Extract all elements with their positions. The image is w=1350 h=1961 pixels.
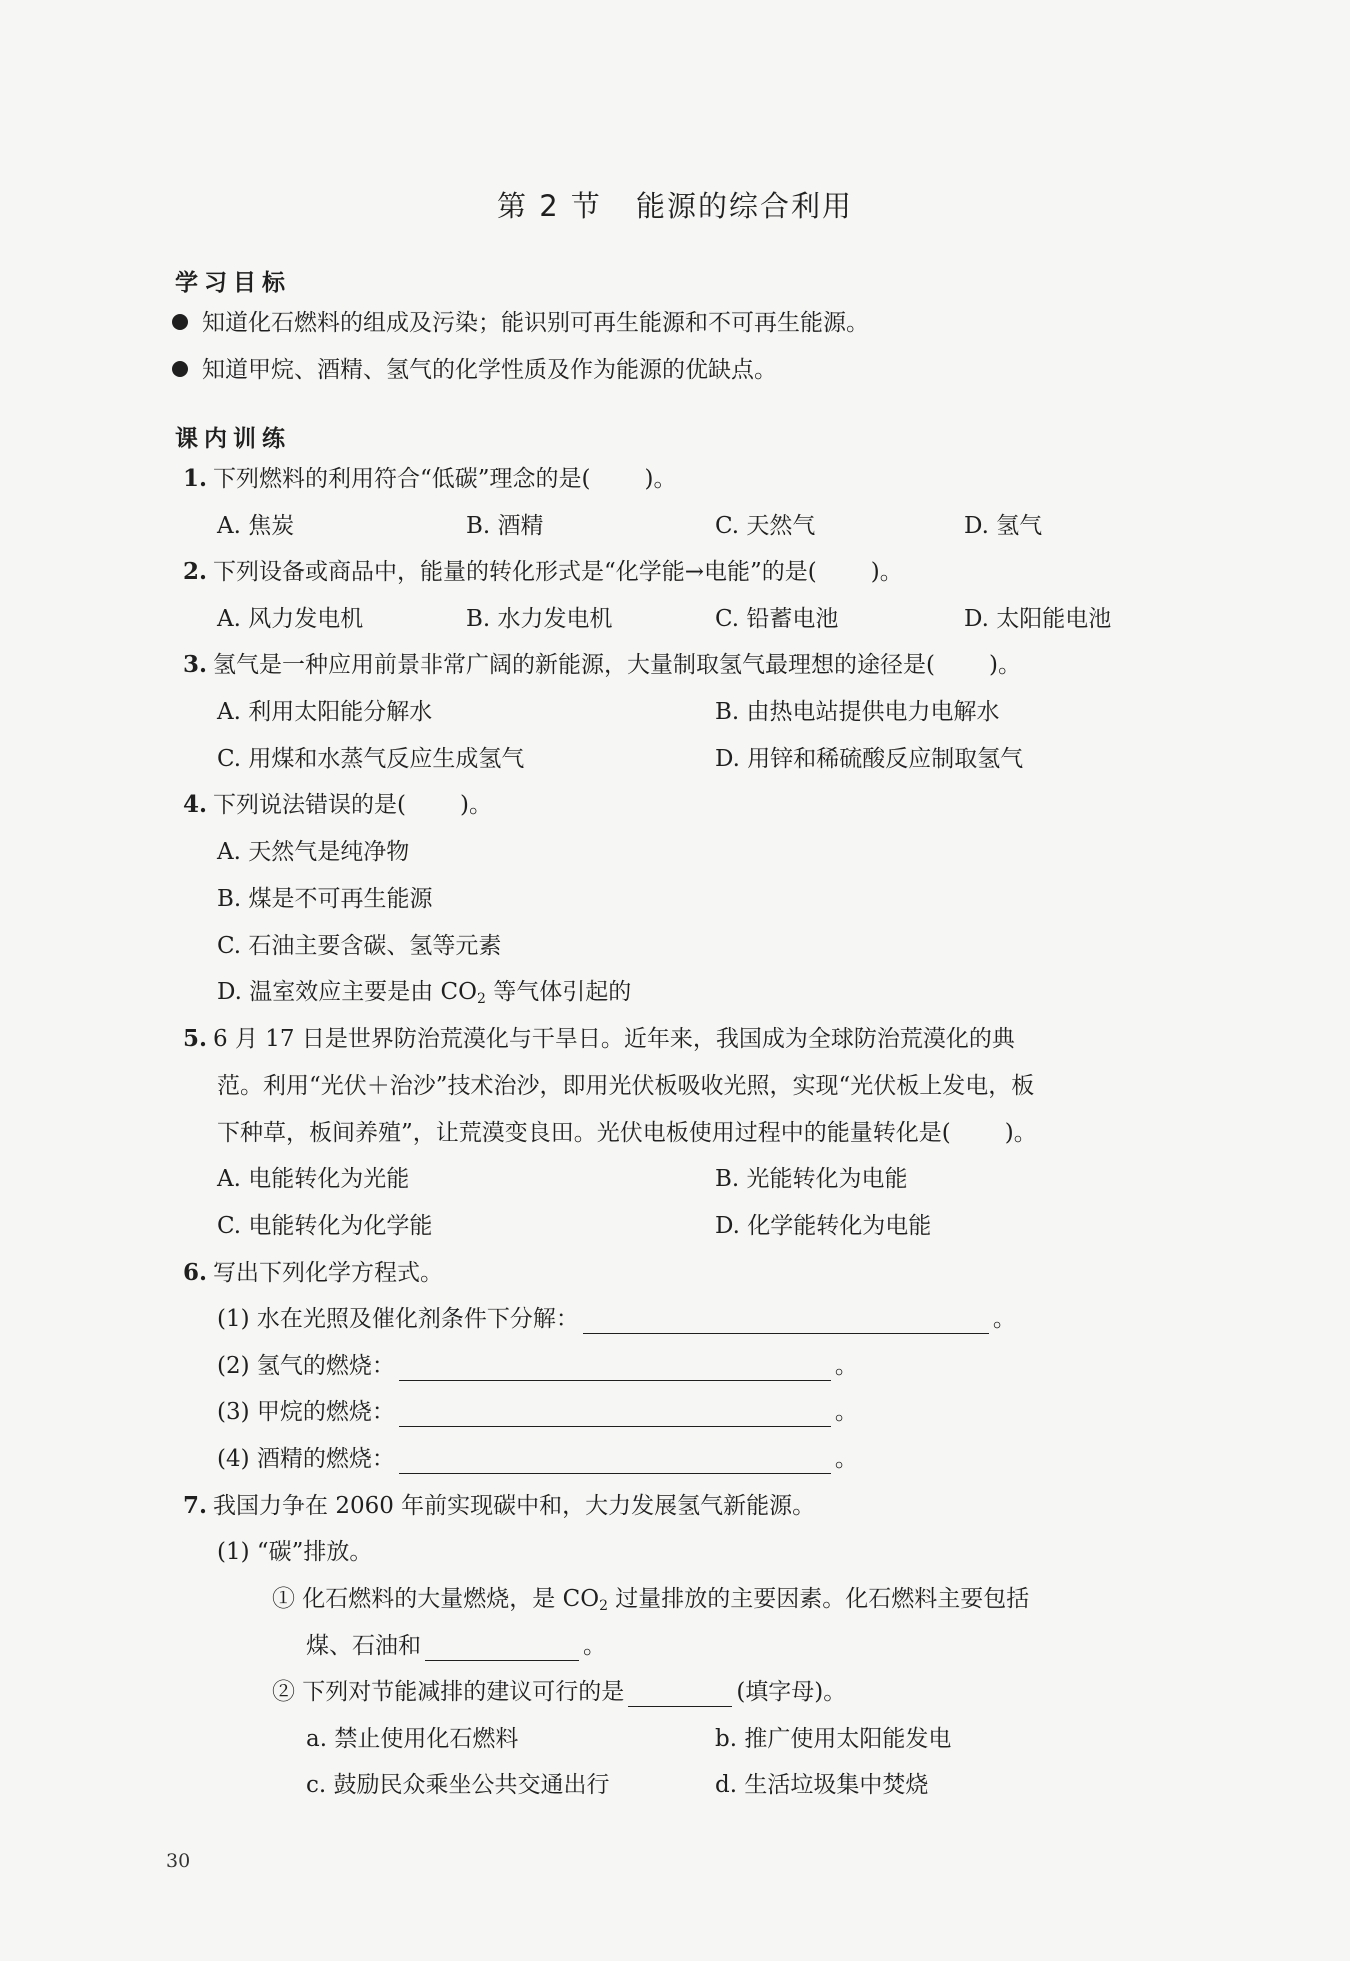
q1-option: A. 焦炭	[217, 513, 295, 539]
question-5-line: 范。利用“光伏＋治沙”技术治沙，即用光伏板吸收光照，实现“光伏板上发电，板	[217, 1073, 1035, 1099]
q4-option: D. 温室效应主要是由 CO2 等气体引起的	[217, 979, 632, 1007]
q4-option: A. 天然气是纯净物	[217, 839, 410, 865]
q2-option: B. 水力发电机	[466, 606, 613, 632]
question-1: 1. 下列燃料的利用符合“低碳”理念的是( )。	[183, 465, 677, 492]
q2-option: A. 风力发电机	[217, 606, 364, 632]
q6-part: (4) 酒精的燃烧： 。	[217, 1446, 858, 1472]
answer-line[interactable]	[399, 1358, 831, 1381]
answer-line[interactable]	[399, 1404, 831, 1427]
question-5-line: 下种草，板间养殖”，让荒漠变良田。光伏电板使用过程中的能量转化是( )。	[217, 1120, 1037, 1146]
question-4: 4. 下列说法错误的是( )。	[183, 791, 492, 818]
q5-option: C. 电能转化为化学能	[217, 1213, 433, 1239]
q7-item-2: ② 下列对节能减排的建议可行的是 (填字母)。	[272, 1679, 847, 1705]
bullet-icon	[172, 361, 188, 377]
question-3: 3. 氢气是一种应用前景非常广阔的新能源，大量制取氢气最理想的途径是( )。	[183, 651, 1021, 678]
page-number: 30	[166, 1850, 191, 1872]
q3-option: C. 用煤和水蒸气反应生成氢气	[217, 746, 525, 772]
q1-option: B. 酒精	[466, 513, 544, 539]
practice-heading: 课内训练	[175, 426, 291, 452]
q3-option: D. 用锌和稀硫酸反应制取氢气	[715, 746, 1024, 772]
q2-option: D. 太阳能电池	[964, 606, 1112, 632]
q3-option: A. 利用太阳能分解水	[217, 699, 433, 725]
q7-option: a. 禁止使用化石燃料	[306, 1726, 519, 1752]
q6-part: (3) 甲烷的燃烧： 。	[217, 1399, 858, 1425]
q7-option: d. 生活垃圾集中焚烧	[715, 1772, 929, 1798]
q6-part: (1) 水在光照及催化剂条件下分解： 。	[217, 1306, 1016, 1332]
q3-option: B. 由热电站提供电力电解水	[715, 699, 1000, 725]
question-2: 2. 下列设备或商品中，能量的转化形式是“化学能→电能”的是( )。	[183, 558, 903, 585]
q7-option: c. 鼓励民众乘坐公共交通出行	[306, 1772, 610, 1798]
question-7: 7. 我国力争在 2060 年前实现碳中和，大力发展氢气新能源。	[183, 1492, 816, 1519]
answer-line[interactable]	[583, 1311, 989, 1334]
q7-item-1: ① 化石燃料的大量燃烧，是 CO2 过量排放的主要因素。化石燃料主要包括	[272, 1586, 1030, 1614]
answer-line[interactable]	[399, 1451, 831, 1474]
answer-line[interactable]	[425, 1638, 579, 1661]
q4-option: B. 煤是不可再生能源	[217, 886, 433, 912]
answer-line[interactable]	[628, 1684, 732, 1707]
q5-option: B. 光能转化为电能	[715, 1166, 908, 1192]
q1-option: C. 天然气	[715, 513, 816, 539]
q5-option: D. 化学能转化为电能	[715, 1213, 932, 1239]
q6-part: (2) 氢气的燃烧： 。	[217, 1353, 858, 1379]
q1-option: D. 氢气	[964, 513, 1043, 539]
bullet-icon	[172, 314, 188, 330]
q7-part-1: (1) “碳”排放。	[217, 1539, 373, 1565]
section-number: 第 2 节	[497, 189, 602, 223]
q7-option: b. 推广使用太阳能发电	[715, 1726, 952, 1752]
q4-option: C. 石油主要含碳、氢等元素	[217, 933, 502, 959]
section-title: 能源的综合利用	[635, 189, 853, 223]
question-5: 5. 6 月 17 日是世界防治荒漠化与干旱日。近年来，我国成为全球防治荒漠化的典	[183, 1025, 1015, 1052]
question-6: 6. 写出下列化学方程式。	[183, 1259, 444, 1286]
objective-item: 知道甲烷、酒精、氢气的化学性质及作为能源的优缺点。	[172, 355, 777, 385]
q2-option: C. 铅蓄电池	[715, 606, 839, 632]
objectives-heading: 学习目标	[175, 270, 291, 296]
q5-option: A. 电能转化为光能	[217, 1166, 410, 1192]
q7-item-1-line2: 煤、石油和 。	[306, 1633, 606, 1659]
objective-item: 知道化石燃料的组成及污染；能识别可再生能源和不可再生能源。	[172, 308, 869, 338]
page-title	[0, 184, 1350, 225]
